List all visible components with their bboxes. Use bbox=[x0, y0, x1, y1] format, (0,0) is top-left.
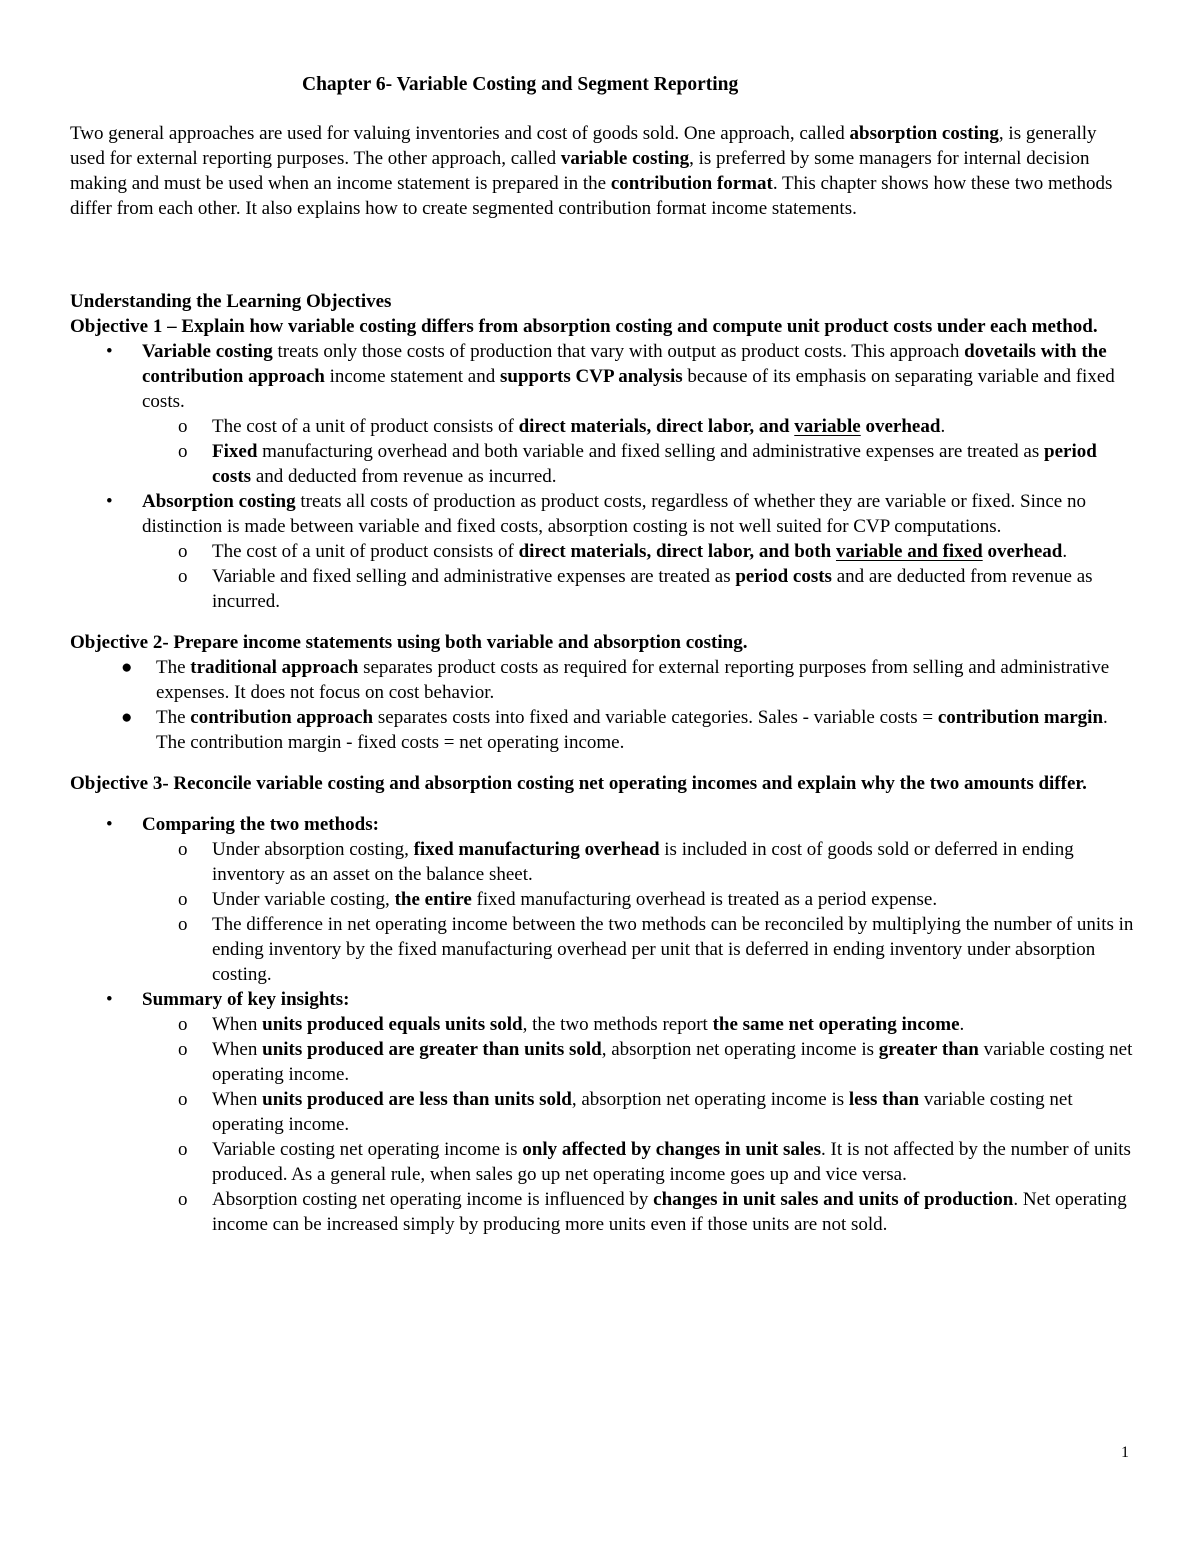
chapter-title: Chapter 6- Variable Costing and Segment Reporting bbox=[302, 74, 739, 95]
sub-item-absorption-production-effect: o Absorption costing net operating income is influenced by changes in unit sales and units of production. Net operating income can be increased simply by producing more units even if those units are not sold. bbox=[178, 1189, 1127, 1235]
bullet-icon: • bbox=[106, 814, 113, 835]
sub-item-variable-sales-effect: o Variable costing net operating income is only affected by changes in unit sales. It is not affected by the number of units produced. As a general rule, when sales go up net operating income goes up and vice versa. bbox=[178, 1139, 1131, 1185]
sub-item-vc-fixed: o Fixed manufacturing overhead and both variable and fixed selling and administrative expenses are treated as period costs and deducted from revenue as incurred. bbox=[178, 441, 1097, 487]
sub-item-reconciliation: o The difference in net operating income between the two methods can be reconciled by multiplying the number of units in ending inventory by the fixed manufacturing overhead per unit that is deferred in ending inventory under absorption costing. bbox=[178, 914, 1134, 985]
sub-item-ac-period-costs: o Variable and fixed selling and administrative expenses are treated as period costs and are deducted from revenue as incurred. bbox=[178, 566, 1093, 612]
circle-bullet-icon: o bbox=[178, 1089, 188, 1110]
circle-bullet-icon: o bbox=[178, 1014, 188, 1035]
bullet-icon: • bbox=[106, 989, 113, 1010]
objective-2-list bbox=[70, 655, 1135, 755]
bullet-icon: • bbox=[106, 491, 113, 512]
objective-1-list bbox=[70, 339, 1135, 614]
list-item-absorption-costing: • Absorption costing treats all costs of production as product costs, regardless of whether they are variable or fixed. Since no distinction is made between variable and fixed costs, absorption costing is not well suited for CVP computations. bbox=[106, 491, 1086, 537]
sub-item-vc-unit-cost: o The cost of a unit of product consists of direct materials, direct labor, and variable overhead. bbox=[178, 416, 946, 437]
list-item-variable-costing: • Variable costing treats only those costs of production that vary with output as product costs. This approach dovetails with the contribution approach income statement and supports CVP analysis because of its emphasis on separating variable and fixed costs. bbox=[106, 341, 1115, 412]
page-number: 1 bbox=[1121, 1444, 1129, 1461]
circle-bullet-icon: o bbox=[178, 566, 188, 587]
list-item-summary: • Summary of key insights: bbox=[106, 989, 350, 1010]
sub-item-absorption-fixed-overhead: o Under absorption costing, fixed manufacturing overhead is included in cost of goods sold or deferred in ending inventory as an asset on the balance sheet. bbox=[178, 839, 1074, 885]
list-item-comparing-methods: • Comparing the two methods: bbox=[106, 814, 379, 835]
sub-item-greater-units: o When units produced are greater than units sold, absorption net operating income is greater than variable costing net operating income. bbox=[178, 1039, 1133, 1085]
sub-item-variable-period-expense: o Under variable costing, the entire fixed manufacturing overhead is treated as a period expense. bbox=[178, 889, 938, 910]
list-item-traditional-approach: ● The traditional approach separates product costs as required for external reporting purposes from selling and administrative expenses. It does not focus on cost behavior. bbox=[121, 657, 1110, 703]
circle-bullet-icon: o bbox=[178, 1189, 188, 1210]
circle-bullet-icon: o bbox=[178, 1039, 188, 1060]
circle-bullet-icon: o bbox=[178, 541, 188, 562]
sub-item-fewer-units: o When units produced are less than units sold, absorption net operating income is less than variable costing net operating income. bbox=[178, 1089, 1073, 1135]
circle-bullet-icon: o bbox=[178, 889, 188, 910]
bullet-icon: • bbox=[106, 341, 113, 362]
sub-item-equal-units: o When units produced equals units sold, the two methods report the same net operating income. bbox=[178, 1014, 965, 1035]
circle-bullet-icon: o bbox=[178, 839, 188, 860]
objective-1-heading: Objective 1 – Explain how variable costing differs from absorption costing and compute unit product costs under each method. bbox=[70, 316, 1098, 337]
dot-bullet-icon: ● bbox=[121, 657, 133, 678]
circle-bullet-icon: o bbox=[178, 441, 188, 462]
circle-bullet-icon: o bbox=[178, 1139, 188, 1160]
document-page bbox=[70, 72, 1135, 1237]
list-item-contribution-approach: ● The contribution approach separates costs into fixed and variable categories. Sales - variable costs = contribution margin. The contribution margin - fixed costs = net operating income. bbox=[121, 707, 1108, 753]
intro-paragraph: Two general approaches are used for valuing inventories and cost of goods sold. One approach, called absorption costing, is generally used for external reporting purposes. The other approach, called variable costing, is preferred by some managers for internal decision making and must be used when an income statement is prepared in the contribution format. This chapter shows how these two methods differ from each other. It also explains how to create segmented contribution format income statements. bbox=[70, 123, 1113, 219]
objective-3-list bbox=[70, 812, 1135, 1237]
circle-bullet-icon: o bbox=[178, 416, 188, 437]
dot-bullet-icon: ● bbox=[121, 707, 133, 728]
objective-2-heading: Objective 2- Prepare income statements using both variable and absorption costing. bbox=[70, 632, 748, 653]
sub-item-ac-unit-cost: o The cost of a unit of product consists of direct materials, direct labor, and both variable and fixed overhead. bbox=[178, 541, 1068, 562]
section-heading: Understanding the Learning Objectives bbox=[70, 291, 392, 312]
circle-bullet-icon: o bbox=[178, 914, 188, 935]
objective-3-heading: Objective 3- Reconcile variable costing and absorption costing net operating incomes and explain why the two amounts differ. bbox=[70, 773, 1087, 794]
